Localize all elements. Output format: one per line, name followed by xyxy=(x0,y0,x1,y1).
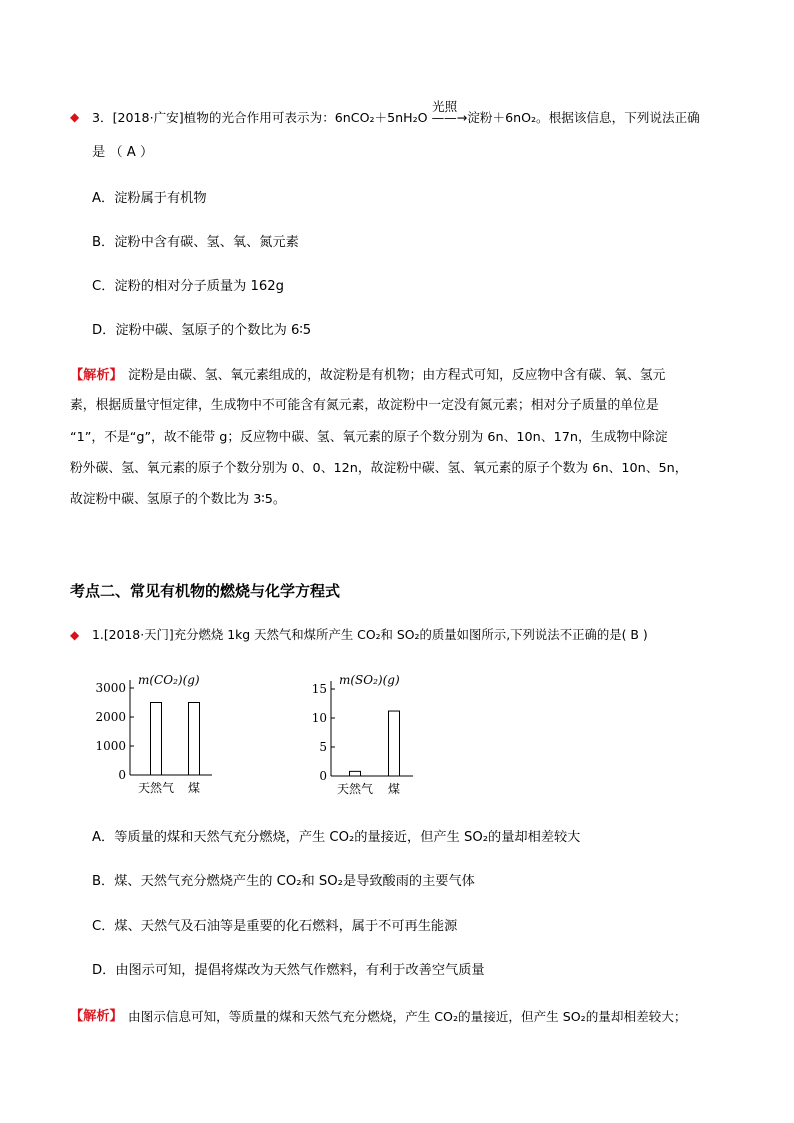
y-tick-label: 5 xyxy=(319,740,327,754)
q1-stem: 1.[2018·天门]充分燃烧 1kg 天然气和煤所产生 CO₂和 SO₂的质量如图所示,下列说法不正确的是( B ) xyxy=(92,627,648,642)
y-tick-label: 2000 xyxy=(95,710,126,724)
bar-coal xyxy=(389,711,400,776)
q3-stem-line2: 是 （ A ） xyxy=(92,145,154,160)
analysis-line: 素，根据质量守恒定律，生成物中不可能含有氮元素，故淀粉中一定没有氮元素；相对分子质量的单位是 xyxy=(70,398,659,413)
y-tick-label: 15 xyxy=(311,682,327,696)
q3-option-b: B．淀粉中含有碳、氢、氧、氮元素 xyxy=(92,235,299,250)
x-category-label: 煤 xyxy=(187,781,201,795)
q1-option-b: B．煤、天然气充分燃烧产生的 CO₂和 SO₂是导致酸雨的主要气体 xyxy=(92,874,475,889)
so2-bar-chart xyxy=(300,670,440,800)
y-tick-label: 0 xyxy=(319,769,327,783)
q3-option-d: D．淀粉中碳、氢原子的个数比为 6∶5 xyxy=(92,323,312,338)
bullet-icon: ◆ xyxy=(70,628,80,642)
y-tick-label: 3000 xyxy=(95,681,126,695)
analysis-line: 故淀粉中碳、氢原子的个数比为 3∶5。 xyxy=(70,492,286,507)
y-tick-label: 0 xyxy=(118,768,126,782)
analysis-line: 淀粉是由碳、氢、氧元素组成的，故淀粉是有机物；由方程式可知，反应物中含有碳、氧、氢元 xyxy=(128,368,666,383)
q1-option-a: A．等质量的煤和天然气充分燃烧，产生 CO₂的量接近，但产生 SO₂的量却相差较大 xyxy=(92,830,581,845)
bar-natural-gas xyxy=(151,703,162,776)
y-axis-label: m(SO₂)(g) xyxy=(339,673,400,687)
q3-condition-label: 光照 xyxy=(432,99,458,114)
q1-option-c: C．煤、天然气及石油等是重要的化石燃料，属于不可再生能源 xyxy=(92,919,458,934)
analysis-label: 【解析】 xyxy=(70,368,123,383)
section-title: 考点二、常见有机物的燃烧与化学方程式 xyxy=(70,582,341,600)
analysis-label: 【解析】 xyxy=(70,1009,123,1024)
q3-option-c: C．淀粉的相对分子质量为 162g xyxy=(92,279,285,294)
y-axis-label: m(CO₂)(g) xyxy=(138,673,200,687)
analysis-line: 粉外碳、氢、氧元素的原子个数分别为 0、0、12n，故淀粉中碳、氢、氧元素的原子个数为 6n、10n、5n， xyxy=(70,461,688,476)
q1-option-d: D．由图示可知，提倡将煤改为天然气作燃料，有利于改善空气质量 xyxy=(92,963,485,978)
x-category-label: 天然气 xyxy=(336,782,374,796)
bar-natural-gas xyxy=(350,771,361,776)
co2-bar-chart xyxy=(90,670,230,800)
analysis-line: “1”，不是“g”，故不能带 g；反应物中碳、氢、氧元素的原子个数分别为 6n、10n、17n，生成物中除淀 xyxy=(70,430,668,445)
y-tick-label: 1000 xyxy=(95,739,126,753)
x-category-label: 天然气 xyxy=(137,781,175,795)
y-tick-label: 10 xyxy=(311,711,327,725)
x-category-label: 煤 xyxy=(387,782,401,796)
q3-stem-line1: 3．[2018·广安]植物的光合作用可表示为：6nCO₂＋5nH₂O ——→淀粉＋6nO₂。根据该信息，下列说法正确 xyxy=(92,110,700,125)
analysis-line: 由图示信息可知，等质量的煤和天然气充分燃烧，产生 CO₂的量接近，但产生 SO₂的量却相差较大； xyxy=(128,1009,687,1024)
bullet-icon: ◆ xyxy=(70,110,80,124)
bar-coal xyxy=(189,703,200,776)
q3-option-a: A．淀粉属于有机物 xyxy=(92,191,207,206)
